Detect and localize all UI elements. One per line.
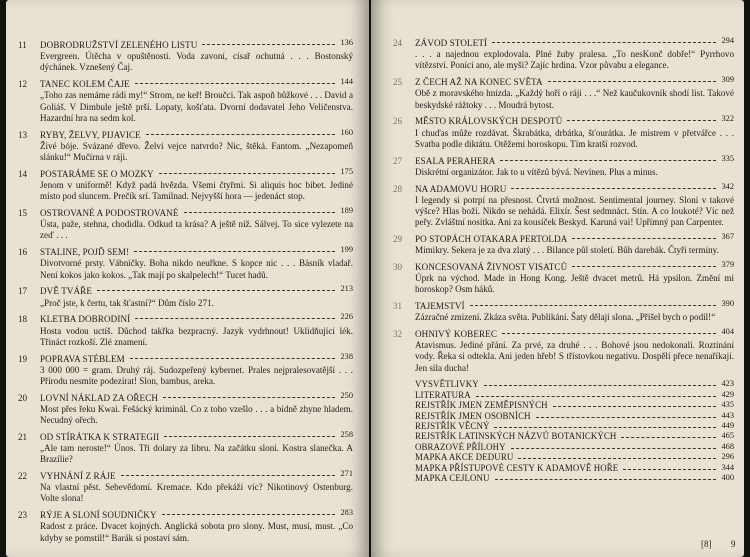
toc-entry-heading bbox=[393, 231, 734, 245]
chapter-number: 15 bbox=[18, 207, 28, 218]
toc-list-right bbox=[393, 38, 734, 374]
page-number: 271 bbox=[340, 469, 353, 479]
dot-leader bbox=[621, 437, 716, 439]
chapter-number: 21 bbox=[18, 431, 28, 442]
page-number: 435 bbox=[721, 400, 734, 410]
dot-leader bbox=[572, 266, 716, 268]
toc-entry bbox=[393, 181, 734, 229]
chapter-number: 31 bbox=[393, 301, 403, 312]
dot-leader bbox=[476, 396, 716, 398]
toc-entry-heading bbox=[18, 390, 353, 404]
page-number: 344 bbox=[721, 462, 734, 472]
dot-leader bbox=[495, 479, 716, 481]
chapter-summary: Atavismus. Jediné přání. Za prvé, za druhé . . . Bohové jsou nedokonalí. Roztínání vody. Řeka si odtekla. Ani jeden hřeb! S třístovkou negativu. Dospělí přece nenaříkají. Jen sila ducha! bbox=[415, 340, 734, 373]
dot-leader bbox=[159, 173, 335, 175]
toc-entry-heading bbox=[18, 166, 353, 180]
section-title: REJSTŘÍK LATINSKÝCH NÁZVŮ BOTANICKÝCH bbox=[415, 431, 617, 442]
chapter-number: 17 bbox=[18, 286, 28, 297]
page-number: 283 bbox=[340, 508, 353, 518]
map-row bbox=[393, 473, 734, 483]
page-number: 404 bbox=[721, 327, 734, 337]
toc-entry bbox=[18, 314, 353, 348]
toc-entry-heading bbox=[18, 205, 353, 219]
toc-entry bbox=[18, 40, 353, 74]
toc-entry bbox=[18, 247, 353, 281]
chapter-number: 20 bbox=[18, 392, 28, 403]
dot-leader bbox=[470, 305, 716, 307]
toc-entry-heading bbox=[393, 77, 734, 88]
chapter-summary: Úprk na východ. Made in Hong Kong. Ještě dvacet metrů. Há ypsilon. Změní mi horoskop? Osm háků. bbox=[415, 273, 734, 295]
chapter-summary: Divotvorné prsty. Vábničky. Boha nikdo neuřkne. S kopce nic . . . Básník vladař. Není kokos jako kokos. „Tak mají po skalpelech!“ Tucet hadů. bbox=[40, 258, 353, 280]
dot-leader bbox=[97, 290, 335, 292]
chapter-number: 27 bbox=[393, 155, 403, 166]
map-row bbox=[393, 463, 734, 473]
page-number: 144 bbox=[340, 77, 353, 87]
chapter-number: 32 bbox=[393, 329, 403, 340]
dot-leader bbox=[494, 427, 716, 429]
chapter-summary: „Toho zas nemáme rádi my!“ Strom, ne keř! Broučci. Tak aspoň bůžkové . . . David a Goliáš. V Dimbule ještě prší. Lopaty, košťata. Dvorní dodavatel Jeho Veličenstva. Hazardní hra na sedm kol. bbox=[40, 90, 353, 123]
chapter-number: 13 bbox=[18, 129, 28, 140]
page-number: 175 bbox=[340, 166, 353, 176]
page-number: 296 bbox=[721, 452, 734, 462]
chapter-title: DOBRODRUŽSTVÍ ZELENÉHO LISTU bbox=[40, 40, 198, 50]
chapter-summary: Živé bóje. Svázané dřevo. Želví vejce natvrdo? Nic, štěká. Fantom. „Nezapomeň slánku!“ Mučírna v ráji. bbox=[40, 140, 353, 162]
page-number: 250 bbox=[340, 390, 353, 400]
toc-entry bbox=[393, 329, 734, 374]
section-title: REJSTŘÍK JMEN ZEMĚPISNÝCH bbox=[415, 400, 548, 411]
toc-entry-heading bbox=[18, 351, 353, 365]
maps-list bbox=[393, 452, 734, 483]
appendix-row bbox=[393, 431, 734, 441]
page-number: 309 bbox=[721, 75, 734, 85]
map-row bbox=[393, 452, 734, 462]
chapter-summary: Jenom v uniformě! Když padá hvězda. Všemi čtyřmi. Si aliquis hoc bibet. Jediné místo pod sluncem. Prečík srí. Tamilnad. Nejvyšší hora — jedenáct stop. bbox=[40, 179, 353, 202]
dot-leader bbox=[130, 358, 335, 360]
chapter-title: TAJEMSTVÍ bbox=[415, 301, 465, 312]
dot-leader bbox=[518, 458, 716, 460]
chapter-number: 16 bbox=[18, 247, 28, 258]
chapter-summary: „Ale tam neroste!“ Únos. Tři dolary za libru. Na začátku sloni. Kostra slanečka. A Brazílie? bbox=[40, 443, 353, 465]
chapter-number: 19 bbox=[18, 353, 28, 364]
toc-entry bbox=[18, 390, 353, 427]
chapter-title: OD STÍRÁTKA K STRATEGII bbox=[40, 431, 160, 442]
dot-leader bbox=[536, 417, 716, 419]
chapter-number: 24 bbox=[393, 38, 403, 48]
toc-entry bbox=[18, 471, 353, 505]
chapter-title: KLETBA DOBRODINÍ bbox=[40, 314, 131, 325]
chapter-title: LOVNÍ NÁKLAD ZA OŘECH bbox=[40, 392, 159, 403]
toc-entry-heading bbox=[393, 301, 734, 312]
chapter-number: 25 bbox=[393, 77, 403, 88]
dot-leader bbox=[548, 81, 716, 83]
section-title: MAPKA CEJLONU bbox=[415, 473, 490, 483]
toc-entry bbox=[18, 166, 353, 203]
page-number: 342 bbox=[721, 181, 734, 191]
page-number: 294 bbox=[721, 36, 734, 45]
chapter-summary: Obě z moravského hnízda. „Každý hoří o ráji . . .“ Než kaučukovník shodí list. Takové beskydské rážtoky . . . Moudrá bytost. bbox=[415, 88, 734, 110]
toc-entry-heading bbox=[18, 127, 353, 141]
toc-entry-heading bbox=[393, 259, 734, 273]
page-number: 429 bbox=[721, 389, 734, 399]
section-title: OBRAZOVÉ PŘÍLOHY bbox=[415, 441, 506, 452]
toc-entry bbox=[18, 510, 353, 544]
toc-entry bbox=[18, 79, 353, 124]
toc-entry bbox=[18, 286, 353, 308]
dot-leader bbox=[184, 212, 335, 214]
folio-right: 9 bbox=[731, 539, 736, 549]
page-number: 379 bbox=[721, 259, 734, 269]
chapter-title: RYBY, ŽELVY, PIJAVICE bbox=[40, 129, 141, 140]
folio-left: [8] bbox=[701, 539, 712, 549]
dot-leader bbox=[502, 333, 716, 335]
chapter-title: KONCESOVANÁ ŽIVNOST VISATCŮ bbox=[415, 261, 568, 272]
page-number: 226 bbox=[340, 312, 353, 322]
page-number: 213 bbox=[340, 284, 353, 294]
page-number: 400 bbox=[721, 473, 734, 482]
chapter-title: OSTROVANÉ A PODOSTROVANÉ bbox=[40, 207, 179, 218]
chapter-number: 29 bbox=[393, 233, 403, 244]
chapter-number: 30 bbox=[393, 261, 403, 272]
chapter-number: 11 bbox=[18, 40, 27, 50]
toc-entry bbox=[18, 205, 353, 242]
toc-entry-heading bbox=[18, 429, 353, 443]
toc-entry-heading bbox=[18, 314, 353, 325]
chapter-summary: Most přes řeku Kwai. Fešácký kriminál. Co z toho vzešlo . . . a bídně zhyne hladem. Necudný ořech. bbox=[40, 403, 353, 426]
chapter-title: ESALA PERAHERA bbox=[415, 155, 496, 166]
chapter-summary: Evergreen. Útěcha v opuštěnosti. Voda zavoní, císař ochutná . . . Bostonský dýchánek. Vznešený Čaj. bbox=[40, 51, 353, 73]
toc-entry bbox=[393, 77, 734, 111]
page-number: 335 bbox=[721, 153, 734, 163]
chapter-summary: Hosta vodou uctíš. Důchod takřka bezpracný. Jazyk vydrhnout! Uklidňující lék. Třináct rozkoší. Zlé znamení. bbox=[40, 325, 353, 347]
dot-leader bbox=[162, 514, 335, 516]
dot-leader bbox=[164, 436, 335, 438]
page-number: 367 bbox=[721, 231, 734, 241]
toc-list-left bbox=[18, 40, 353, 544]
right-page bbox=[371, 0, 744, 557]
toc-entry-heading bbox=[393, 116, 734, 127]
chapter-summary: „Proč jste, k čertu, tak šťastní?“ Dům číslo 271. bbox=[40, 297, 214, 308]
chapter-title: RÝJE A SLONÍ SOUDNIČKY bbox=[40, 510, 157, 521]
appendix-row bbox=[393, 421, 734, 431]
toc-entry bbox=[393, 301, 734, 323]
section-title: MAPKA AKCE DEDURU bbox=[415, 452, 514, 463]
dot-leader bbox=[146, 134, 335, 136]
chapter-summary: Zázračné zmizení. Zkáza světa. Publikání. Šaty dělají slona. „Přišel bych o podíl!“ bbox=[415, 312, 716, 323]
page-number: 390 bbox=[721, 299, 734, 309]
appendix-list bbox=[393, 379, 734, 452]
toc-entry bbox=[18, 127, 353, 164]
chapter-summary: Ústa, paže, stehna, chodidla. Odkud ta krása? A ještě níž. Sálvej. To sice vylezete na zeď . . . bbox=[40, 219, 353, 241]
chapter-title: ZÁVOD STOLETÍ bbox=[415, 38, 488, 48]
page-number: 199 bbox=[340, 245, 353, 255]
chapter-summary: Na vlastní pěst. Sebevědomí. Kremace. Kdo překáží víc? Nikotinový Ostenburg. Volte slona! bbox=[40, 482, 353, 504]
appendix-row bbox=[393, 390, 734, 400]
left-page bbox=[6, 0, 369, 557]
chapter-summary: I chuďas může rozdávat. Škrabátka, drbátka, šťourátka. Je mistrem v přetvářce . . . Svatba podle diktátu. Otěžemi horoskopu. Tím kratší rozvod. bbox=[415, 127, 734, 149]
dot-leader bbox=[163, 397, 335, 399]
chapter-title: OHNIVÝ KOBEREC bbox=[415, 329, 497, 340]
page-number: 443 bbox=[721, 410, 734, 420]
dot-leader bbox=[484, 385, 716, 387]
toc-entry bbox=[18, 351, 353, 388]
chapter-summary: 3 000 000 = gram. Druhý ráj. Sudozpeřený kybernet. Prales nejpralesovatější . . . Přírodu nesmíte podezírat! Slon, bambus, areka. bbox=[40, 364, 353, 386]
chapter-number: 14 bbox=[18, 168, 28, 179]
toc-entry-heading bbox=[393, 329, 734, 340]
chapter-title: STALINE, POJĎ SEM! bbox=[40, 247, 130, 258]
chapter-title: POSTARÁME SE O MOZKY bbox=[40, 168, 154, 179]
chapter-number: 18 bbox=[18, 314, 28, 325]
page-number: 238 bbox=[340, 351, 353, 361]
page-number: 322 bbox=[721, 114, 734, 124]
dot-leader bbox=[567, 120, 716, 122]
chapter-title: VYHNÁNÍ Z RÁJE bbox=[40, 471, 116, 482]
chapter-summary: I legendy si potrpí na přesnost. Čtvrtá možnost. Sentimental journey. Sloni v takové výšce? Hlas boží. Nikdo se nehádá. Elixír. Šest sedmnáct. Stín. A co loukoté? Víc než peřy. Zvláštní nosítka. Ani za kousíček Beskyd. Karuná vai! Upřímný pan Carpenter. bbox=[415, 194, 734, 228]
chapter-summary: . . . a najednou explodovala. Plné žuby pralesa. „To nesKonč dobře!“ Pyrrhovo vítězství. Poníci ano, ale myši? Zajíc hrdina. Vzor půvabu a elegance. bbox=[415, 49, 734, 71]
page-number: 258 bbox=[340, 429, 353, 439]
section-title: VYSVĚTLIVKY bbox=[415, 379, 479, 390]
chapter-title: POPRAVA STÉBLEM bbox=[40, 353, 125, 364]
page-number: 160 bbox=[340, 127, 353, 137]
chapter-number: 12 bbox=[18, 79, 28, 90]
dot-leader bbox=[623, 469, 716, 471]
dot-leader bbox=[134, 251, 335, 253]
toc-entry bbox=[393, 116, 734, 150]
chapter-summary: Diskrétní organizátor. Jak to u vítězů bývá. Nevinen. Plus a minus. bbox=[415, 166, 658, 177]
chapter-title: DVĚ TVÁŘE bbox=[40, 286, 93, 297]
chapter-title: NA ADAMOVU HORU bbox=[415, 183, 507, 194]
dot-leader bbox=[511, 448, 716, 450]
toc-entry bbox=[18, 429, 353, 466]
toc-entry-heading bbox=[18, 286, 353, 297]
dot-leader bbox=[492, 42, 716, 44]
toc-entry-heading bbox=[18, 79, 353, 90]
chapter-summary: Mimikry. Sekera je za dva zlatý . . . Bilance půl století. Bůh darebák. Čtyři termíny. bbox=[415, 245, 719, 256]
dot-leader bbox=[135, 318, 335, 320]
page-number: 423 bbox=[721, 379, 734, 389]
toc-entry-heading bbox=[18, 40, 353, 51]
toc-entry-heading bbox=[18, 471, 353, 482]
dot-leader bbox=[202, 44, 335, 46]
chapter-number: 28 bbox=[393, 183, 403, 194]
chapter-title: TANEC KOLEM ČAJE bbox=[40, 79, 130, 90]
chapter-number: 22 bbox=[18, 471, 28, 482]
chapter-title: PO STOPÁCH OTAKARA PERTOLDA bbox=[415, 233, 568, 244]
section-title: MAPKA PŘÍSTUPOVÉ CESTY K ADAMOVĚ HOŘE bbox=[415, 462, 619, 473]
toc-entry bbox=[393, 153, 734, 178]
appendix-row bbox=[393, 379, 734, 389]
dot-leader bbox=[121, 475, 335, 477]
dot-leader bbox=[511, 188, 716, 190]
dot-leader bbox=[500, 160, 716, 162]
chapter-summary: Radost z práce. Dvacet kojných. Anglická sobota pro slony. Must, musí, must. „Co kdyby se pomstil!“ Barák si postaví sám. bbox=[40, 521, 353, 543]
chapter-number: 26 bbox=[393, 116, 403, 127]
appendix-row bbox=[393, 442, 734, 452]
toc-entry-heading bbox=[393, 153, 734, 167]
chapter-number: 23 bbox=[18, 510, 28, 521]
section-title: REJSTŘÍK VĚCNÝ bbox=[415, 421, 490, 432]
page-number: 449 bbox=[721, 421, 734, 431]
page-number: 189 bbox=[340, 205, 353, 215]
section-title: LITERATURA bbox=[415, 389, 471, 400]
dot-leader bbox=[553, 406, 716, 408]
appendix-row bbox=[393, 411, 734, 421]
appendix-row bbox=[393, 400, 734, 410]
toc-entry bbox=[393, 38, 734, 72]
toc-entry-heading bbox=[393, 38, 734, 49]
dot-leader bbox=[572, 238, 716, 240]
chapter-title: MĚSTO KRÁLOVSKÝCH DESPOTŮ bbox=[415, 116, 563, 127]
page-number: 136 bbox=[340, 38, 353, 47]
toc-entry-heading bbox=[393, 181, 734, 195]
toc-entry-heading bbox=[18, 510, 353, 521]
toc-entry-heading bbox=[18, 247, 353, 258]
page-number: 465 bbox=[721, 431, 734, 441]
toc-entry bbox=[393, 231, 734, 256]
toc-entry bbox=[393, 259, 734, 296]
chapter-title: Z ČECH AŽ NA KONEC SVĚTA bbox=[415, 77, 543, 88]
section-title: REJSTŘÍK JMEN OSOBNÍCH bbox=[415, 410, 531, 421]
page-number: 468 bbox=[721, 441, 734, 451]
dot-leader bbox=[135, 83, 335, 85]
